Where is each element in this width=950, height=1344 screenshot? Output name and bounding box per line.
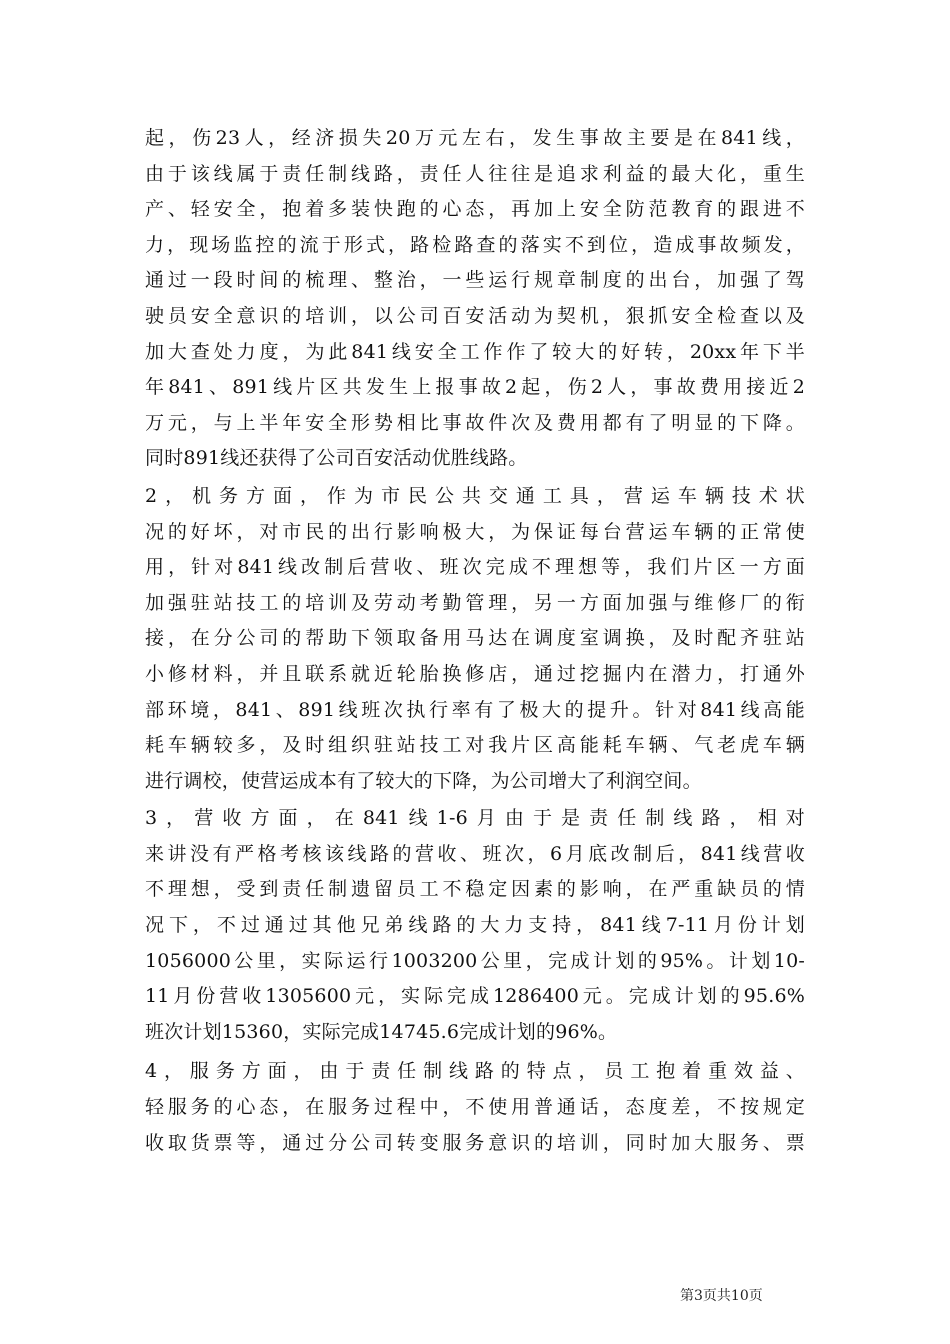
- paragraph-service: [145, 1054, 805, 1161]
- text-line: 用，针对841线改制后营收、班次完成不理想等，我们片区一方面: [145, 556, 805, 579]
- text-line: 不理想，受到责任制遗留员工不稳定因素的影响，在严重缺员的情: [145, 878, 805, 901]
- text-line: 来讲没有严格考核该线路的营收、班次，6月底改制后，841线营收: [145, 842, 805, 865]
- text-line: 起，伤23人，经济损失20万元左右，发生事故主要是在841线，: [145, 127, 805, 149]
- text-line: 产、轻安全，抱着多装快跑的心态，再加上安全防范教育的跟进不: [145, 198, 805, 221]
- text-line: 年841、891线片区共发生上报事故2起，伤2人，事故费用接近2: [145, 376, 805, 399]
- text-line: 通过一段时间的梳理、整治，一些运行规章制度的出台，加强了驾: [145, 269, 805, 292]
- text-line: 4，服务方面，由于责任制线路的特点，员工抱着重效益、: [145, 1060, 805, 1083]
- paragraph-maintenance: [145, 479, 805, 799]
- text-line: 况下，不过通过其他兄弟线路的大力支持，841线7-11月份计划: [145, 914, 805, 937]
- text-line: 轻服务的心态，在服务过程中，不使用普通话，态度差，不按规定: [145, 1096, 805, 1119]
- text-line: 由于该线属于责任制线路，责任人往往是追求利益的最大化，重生: [145, 162, 805, 185]
- text-line: 同时891线还获得了公司百安活动优胜线路。: [145, 447, 528, 470]
- text-line: 耗车辆较多，及时组织驻站技工对我片区高能耗车辆、气老虎车辆: [145, 734, 805, 757]
- text-line: 况的好坏，对市民的出行影响极大，为保证每台营运车辆的正常使: [145, 520, 805, 543]
- text-line: 3，营收方面，在841线1-6月由于是责任制线路，相对: [145, 807, 805, 830]
- paragraph-revenue: [145, 801, 805, 1050]
- text-line: 加大查处力度，为此841线安全工作作了较大的好转，20xx年下半: [145, 340, 805, 363]
- page-number-footer: 第3页共10页: [680, 1288, 763, 1304]
- text-line: 2，机务方面，作为市民公共交通工具，营运车辆技术状: [145, 484, 805, 507]
- text-line: 进行调校，使营运成本有了较大的下降，为公司增大了利润空间。: [145, 769, 702, 792]
- text-line: 1056000公里，实际运行1003200公里，完成计划的95%。计划10-: [145, 949, 805, 972]
- document-body: [145, 121, 805, 1161]
- text-line: 班次计划15360，实际完成14745.6完成计划的96%。: [145, 1020, 618, 1043]
- paragraph-safety: [145, 121, 805, 477]
- text-line: 万元，与上半年安全形势相比事故件次及费用都有了明显的下降。: [145, 411, 805, 434]
- text-line: 驶员安全意识的培训，以公司百安活动为契机，狠抓安全检查以及: [145, 304, 805, 327]
- text-line: 收取货票等，通过分公司转变服务意识的培训，同时加大服务、票: [145, 1131, 805, 1154]
- text-line: 力，现场监控的流于形式，路检路查的落实不到位，造成事故频发，: [145, 233, 805, 256]
- text-line: 小修材料，并且联系就近轮胎换修店，通过挖掘内在潜力，打通外: [145, 662, 805, 685]
- text-line: 11月份营收1305600元，实际完成1286400元。完成计划的95.6%: [145, 985, 805, 1008]
- text-line: 部环境，841、891线班次执行率有了极大的提升。针对841线高能: [145, 698, 805, 721]
- text-line: 加强驻站技工的培训及劳动考勤管理，另一方面加强与维修厂的衔: [145, 591, 805, 614]
- text-line: 接，在分公司的帮助下领取备用马达在调度室调换，及时配齐驻站: [145, 627, 805, 650]
